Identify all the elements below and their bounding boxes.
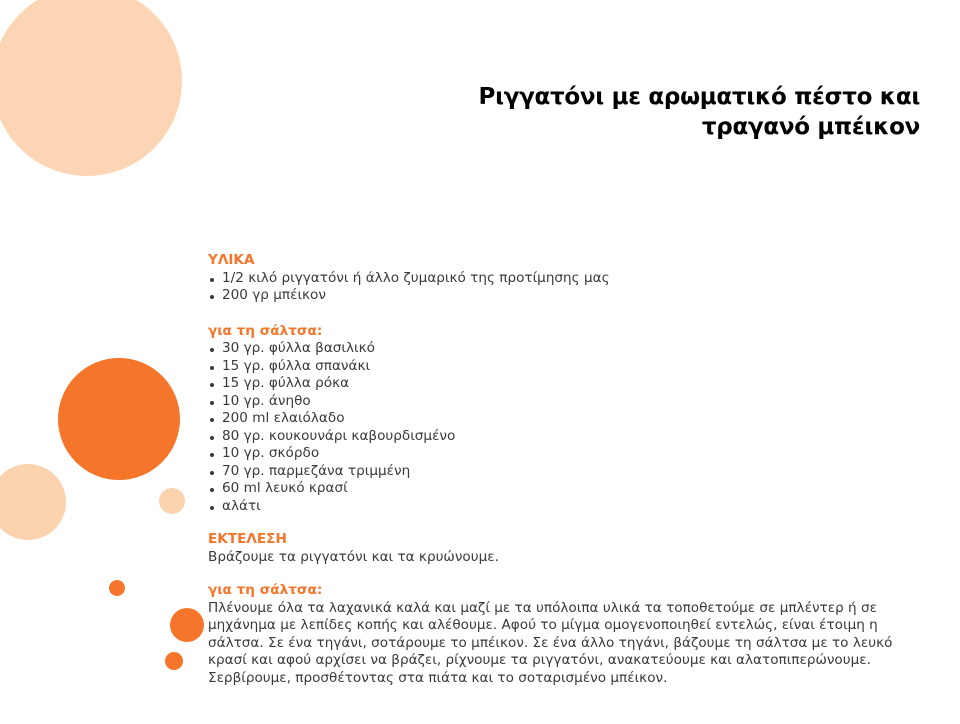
list-item: 10 γρ. άνηθο bbox=[208, 393, 928, 411]
list-item: 80 γρ. κουκουνάρι καβουρδισμένο bbox=[208, 428, 928, 446]
decorative-circle-large bbox=[0, 0, 182, 176]
ingredients-heading: ΥΛΙΚΑ bbox=[208, 252, 255, 268]
list-item: 15 γρ. φύλλα σπανάκι bbox=[208, 358, 928, 376]
list-item: 200 ml ελαιόλαδο bbox=[208, 410, 928, 428]
ingredients-list bbox=[208, 270, 928, 305]
list-item: 70 γρ. παρμεζάνα τριμμένη bbox=[208, 463, 928, 481]
list-item: αλάτι bbox=[208, 498, 928, 516]
recipe-title bbox=[360, 82, 920, 142]
sauce-ingredients-list bbox=[208, 340, 928, 515]
list-item: 1/2 κιλό ριγγατόνι ή άλλο ζυμαρικό της προτίμησης μας bbox=[208, 270, 928, 288]
decorative-circle-small-orange bbox=[170, 608, 204, 642]
decorative-dot-orange bbox=[109, 580, 125, 596]
recipe-content bbox=[208, 252, 928, 687]
sauce-heading: για τη σάλτσα: bbox=[208, 322, 323, 339]
list-item: 30 γρ. φύλλα βασιλικό bbox=[208, 340, 928, 358]
method-sauce-text: Πλένουμε όλα τα λαχανικά καλά και μαζί με τα υπόλοιπα υλικά τα τοποθετούμε σε μπλέντερ ή σε μηχάνημα με λεπίδες κοπής και αλέθουμε. Αφού το μίγμα ομογενοποιηθεί εντελώς, είναι έτοιμη η σάλτσα. Σε ένα τηγάνι, σοτάρουμε το μπέικον. Σε ένα άλλο τηγάνι, βάζουμε τη σάλτσα με το λευκό κρασί και αφού αρχίσει να βράζει, ρίχνουμε τα ριγγατόνι, ανακατεύουμε και αλατοπιπερώνουμε. Σερβίρουμε, προσθέτοντας στα πιάτα και το σοταρισμένο μπέικον. bbox=[208, 599, 893, 686]
method-text: Βράζουμε τα ριγγατόνι και τα κρυώνουμε. bbox=[208, 548, 499, 565]
decorative-circle-peach bbox=[0, 464, 66, 540]
list-item: 10 γρ. σκόρδο bbox=[208, 445, 928, 463]
list-item: 60 ml λευκό κρασί bbox=[208, 480, 928, 498]
list-item: 200 γρ μπέικον bbox=[208, 287, 928, 305]
decorative-circle-orange bbox=[58, 358, 180, 480]
decorative-circle-small-peach bbox=[159, 488, 185, 514]
title-line-1: Ριγγατόνι με αρωματικό πέστο και bbox=[478, 84, 920, 110]
decorative-dot-orange-2 bbox=[165, 652, 183, 670]
method-sauce-heading: για τη σάλτσα: bbox=[208, 582, 323, 598]
title-line-2: τραγανό μπέικον bbox=[701, 114, 920, 140]
method-heading: ΕΚΤΕΛΕΣΗ bbox=[208, 531, 287, 547]
list-item: 15 γρ. φύλλα ρόκα bbox=[208, 375, 928, 393]
